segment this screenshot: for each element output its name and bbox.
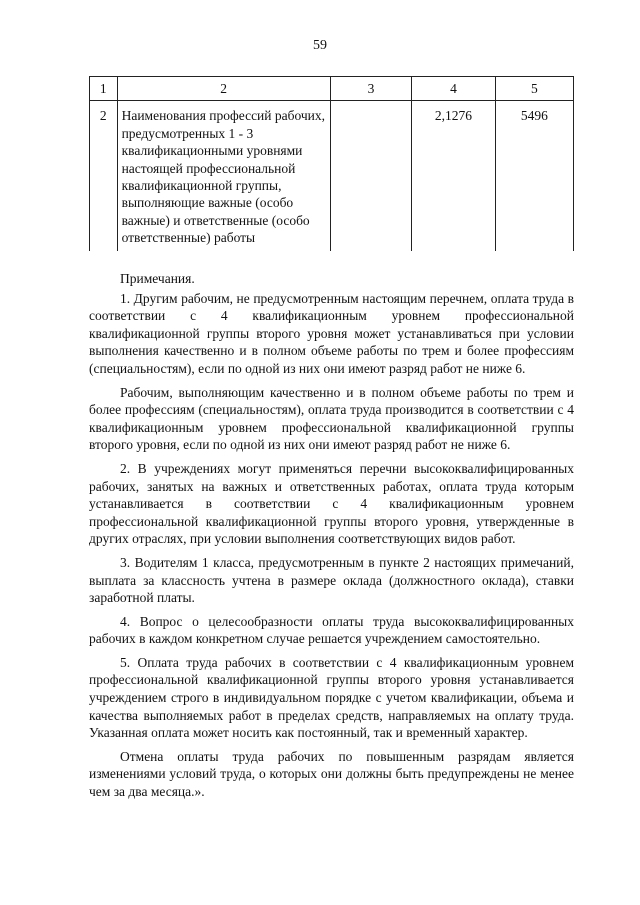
note-paragraph: 5. Оплата труда рабочих в соответствии с 4 квалификационным уровнем профессиональной квалификационной группы второго уровня устанавливается учреждением строго в индивидуальном порядке с учетом квалификации, объема и качества выполняемых работ в пределах средств, направляемых на оплату труда. Указанная оплата может носить как постоянный, так и временный характер.	[89, 654, 574, 741]
note-paragraph: 2. В учреждениях могут применяться перечни высококвалифицированных рабочих, занятых на важных и ответственных работах, оплата труда которым устанавливается в соответствии с 4 квалификационным уровнем профессиональной квалификационной группы второго уровня, утвержденные в других отраслях, при условии выполнения соответствующих видов работ.	[89, 460, 574, 547]
profession-table	[89, 76, 574, 251]
notes-title: Примечания.	[120, 271, 195, 286]
row-number-cell: 2	[90, 101, 118, 251]
header-col-2: 2	[117, 77, 330, 101]
note-paragraph: 1. Другим рабочим, не предусмотренным настоящим перечнем, оплата труда в соответствии с 4 квалификационным уровнем профессиональной квалификационной группы второго уровня может устанавливаться при условии выполнения качественно и в полном объеме работы по трем и более профессиям (специальностям), если по одной из них они имеют разряд работ не ниже 6.	[89, 290, 574, 376]
header-col-4: 4	[412, 77, 495, 101]
table-row	[90, 101, 574, 251]
note-paragraph: 4. Вопрос о целесообразности оплаты труда высококвалифицированных рабочих в каждом конкретном случае решается учреждением самостоятельно.	[89, 613, 574, 647]
notes-section	[89, 270, 574, 801]
header-col-1: 1	[90, 77, 118, 101]
note-paragraph: Отмена оплаты труда рабочих по повышенным разрядам является изменениями условий труда, о которых они должны быть предупреждены не менее чем за два месяца.».	[89, 748, 574, 800]
note-paragraph: Рабочим, выполняющим качественно и в полном объеме работы по трем и более профессиям (специальностям), оплата труда производится в соответствии с 4 квалификационным уровнем профессиональной квалификационной группы второго уровня, если по одной из них они имеют разряд работ не ниже 6.	[89, 384, 574, 453]
header-col-5: 5	[495, 77, 573, 101]
note-paragraph: 3. Водителям 1 класса, предусмотренным в пункте 2 настоящих примечаний, выплата за классность учтена в размере оклада (должностного оклада), ставки заработной платы.	[89, 554, 574, 606]
empty-cell	[330, 101, 412, 251]
header-col-3: 3	[330, 77, 412, 101]
profession-name-cell: Наименования профессий рабочих, предусмотренных 1 - 3 квалификационными уровнями настоящей профессиональной квалификационной группы, выполняющие важные (особо важные) и ответственные (особо ответственные) работы	[117, 101, 330, 251]
table-header-row	[90, 77, 574, 101]
coefficient-cell: 2,1276	[412, 101, 495, 251]
page-number: 59	[313, 38, 327, 53]
salary-cell: 5496	[495, 101, 573, 251]
